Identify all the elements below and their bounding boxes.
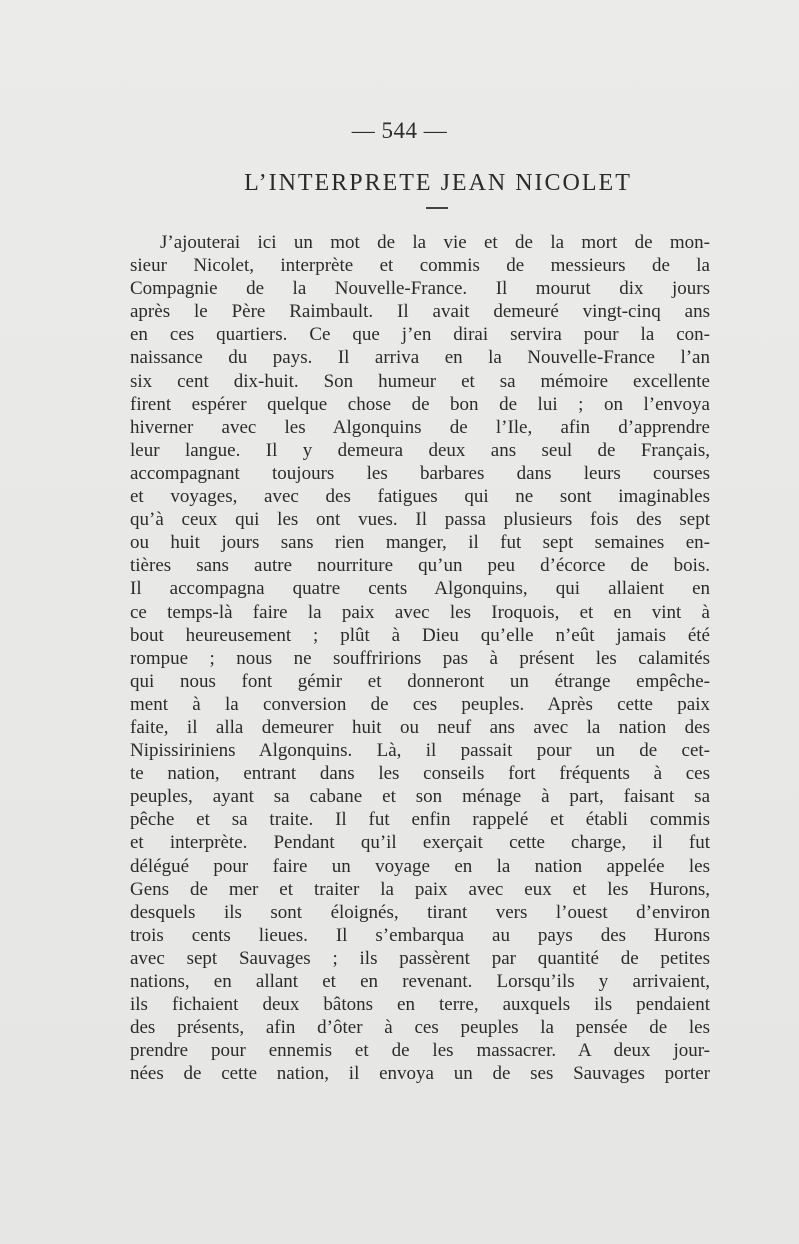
text-line: trois cents lieues. Il s’embarqua au pays des Hurons xyxy=(130,924,710,946)
text-line: six cent dix-huit. Son humeur et sa mémoire excellente xyxy=(130,370,710,392)
page-number: — 544 — xyxy=(351,118,448,143)
text-line: Gens de mer et traiter la paix avec eux et les Hurons, xyxy=(130,878,710,900)
text-line: qu’à ceux qui les ont vues. Il passa plusieurs fois des sept xyxy=(130,509,710,531)
text-line: délégué pour faire un voyage en la nation appelée les xyxy=(130,855,710,877)
text-line: avec sept Sauvages ; ils passèrent par quantité de petites xyxy=(130,947,710,969)
text-line: Il accompagna quatre cents Algonquins, qui allaient en xyxy=(130,578,710,600)
text-line: ce temps-là faire la paix avec les Iroquois, et en vint à xyxy=(130,601,710,623)
text-line: naissance du pays. Il arriva en la Nouvelle-France l’an xyxy=(130,347,710,369)
text-line: Compagnie de la Nouvelle-France. Il mourut dix jours xyxy=(130,278,710,300)
text-line: en ces quartiers. Ce que j’en dirai servira pour la con- xyxy=(130,324,710,346)
text-line: qui nous font gémir et donneront un étrange empêche- xyxy=(130,670,710,692)
text-line: te nation, entrant dans les conseils fort fréquents à ces xyxy=(130,763,710,785)
text-line: bout heureusement ; plût à Dieu qu’elle n’eût jamais été xyxy=(130,624,710,646)
text-line: et voyages, avec des fatigues qui ne sont imaginables xyxy=(130,486,710,508)
text-line: faite, il alla demeurer huit ou neuf ans avec la nation des xyxy=(130,716,710,738)
text-line: tières sans autre nourriture qu’un peu d’écorce de bois. xyxy=(130,555,710,577)
text-line: ils fichaient deux bâtons en terre, auxquels ils pendaient xyxy=(130,994,710,1016)
text-line: J’ajouterai ici un mot de la vie et de la mort de mon- xyxy=(160,232,710,253)
title-divider xyxy=(426,207,448,209)
text-line: firent espérer quelque chose de bon de lui ; on l’envoya xyxy=(130,393,710,415)
text-line: Nipissiriniens Algonquins. Là, il passait pour un de cet- xyxy=(130,740,710,762)
text-line: rompue ; nous ne souffririons pas à présent les calamités xyxy=(130,647,710,669)
text-line: prendre pour ennemis et de les massacrer. A deux jour- xyxy=(130,1040,710,1062)
chapter-title: L’INTERPRETE JEAN NICOLET xyxy=(244,170,632,196)
text-line: accompagnant toujours les barbares dans leurs courses xyxy=(130,462,710,484)
text-line: et interprète. Pendant qu’il exerçait cette charge, il fut xyxy=(130,832,710,854)
text-line: pêche et sa traite. Il fut enfin rappelé et établi commis xyxy=(130,809,710,831)
body-text xyxy=(130,231,710,1085)
text-line: ou huit jours sans rien manger, il fut sept semaines en- xyxy=(130,532,710,554)
text-line: nées de cette nation, il envoya un de ses Sauvages porter xyxy=(130,1063,710,1085)
text-line: nations, en allant et en revenant. Lorsqu’ils y arrivaient, xyxy=(130,971,710,992)
text-line: des présents, afin d’ôter à ces peuples la pensée de les xyxy=(130,1017,710,1039)
text-line: sieur Nicolet, interprète et commis de messieurs de la xyxy=(130,255,710,277)
text-line: ment à la conversion de ces peuples. Après cette paix xyxy=(130,693,710,715)
text-line: après le Père Raimbault. Il avait demeuré vingt-cinq ans xyxy=(130,301,710,323)
text-line: leur langue. Il y demeura deux ans seul de Français, xyxy=(130,439,710,461)
text-line: hiverner avec les Algonquins de l’Ile, afin d’apprendre xyxy=(130,416,710,438)
text-line: peuples, ayant sa cabane et son ménage à part, faisant sa xyxy=(130,786,710,808)
text-line: desquels ils sont éloignés, tirant vers l’ouest d’environ xyxy=(130,901,710,923)
